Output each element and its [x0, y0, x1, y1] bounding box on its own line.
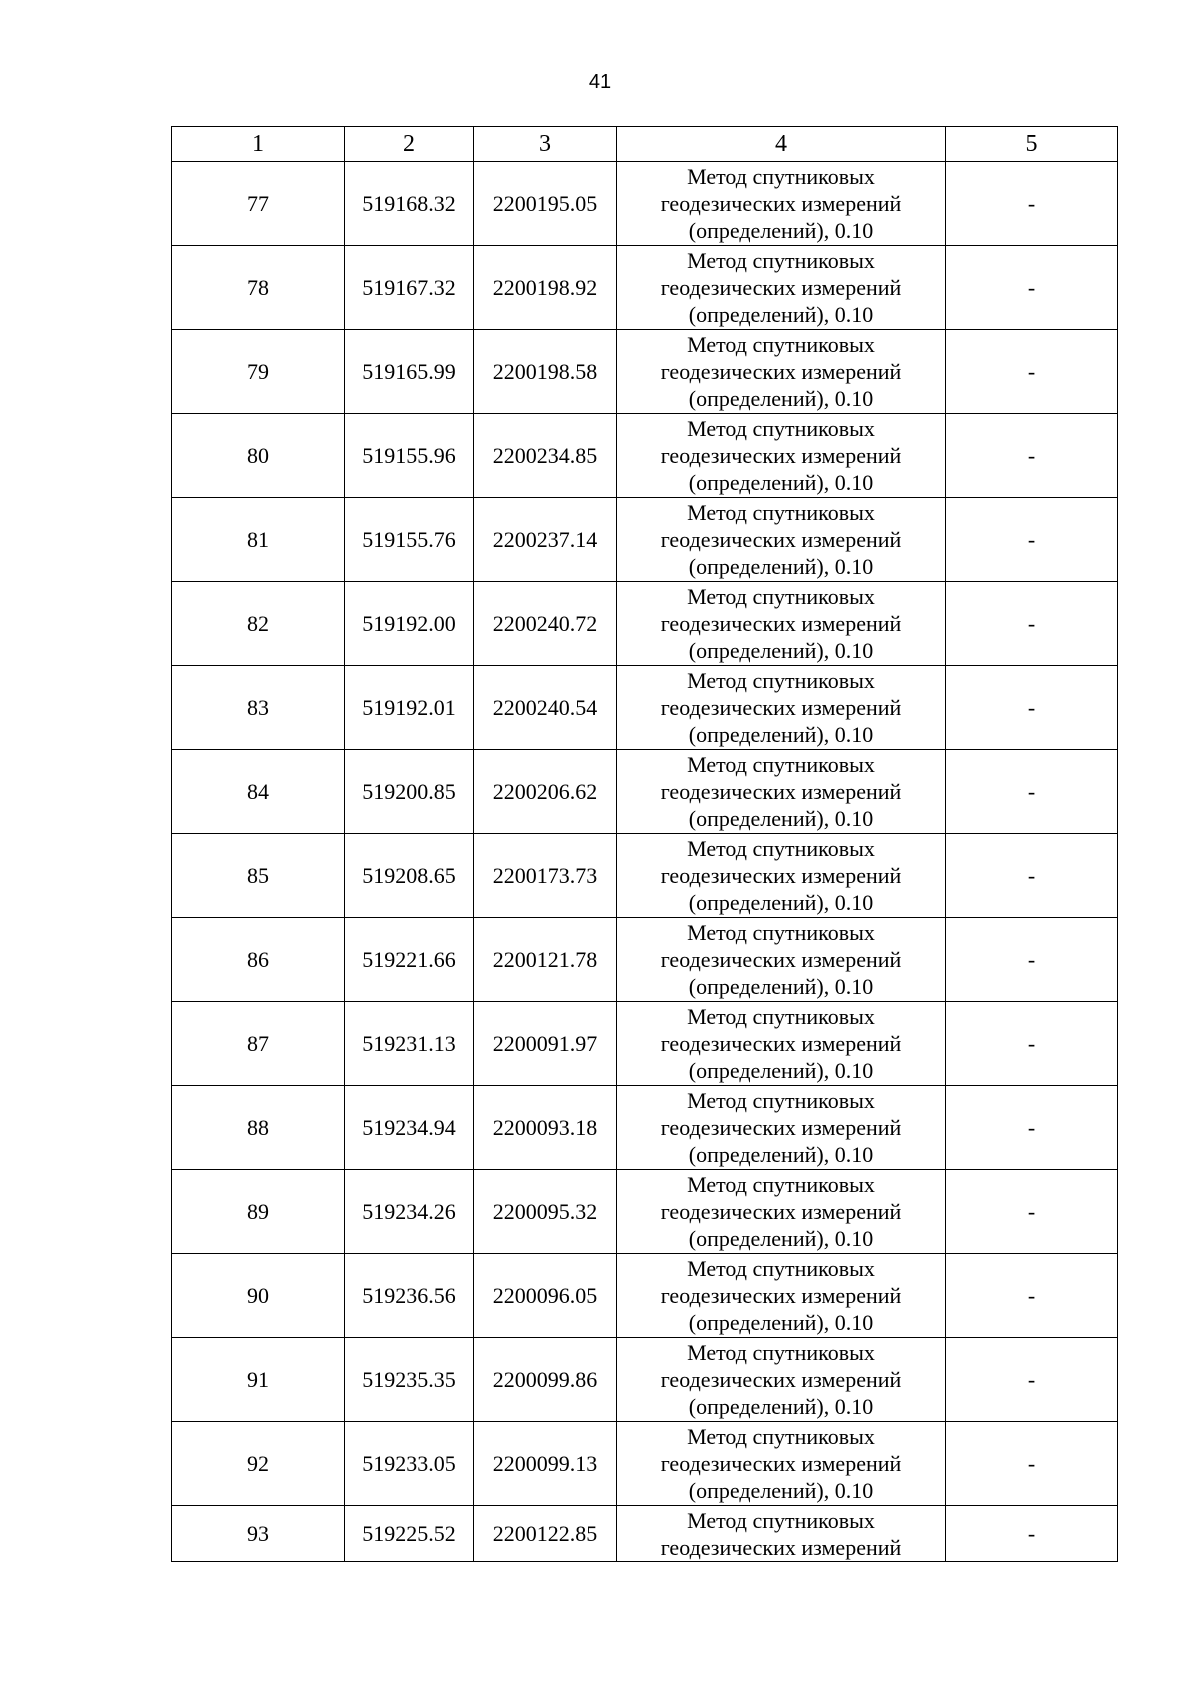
method-line: геодезических измерений [660, 443, 902, 468]
method-line: (определений), 0.10 [688, 554, 874, 579]
x-coordinate-cell: 519231.13 [345, 1002, 474, 1086]
x-coordinate-cell: 519236.56 [345, 1254, 474, 1338]
method-cell [617, 1086, 946, 1170]
x-coordinate-cell: 519192.01 [345, 666, 474, 750]
table-row [172, 414, 1118, 498]
method-cell [617, 498, 946, 582]
x-coordinate-cell: 519192.00 [345, 582, 474, 666]
column-header-5: 5 [946, 127, 1118, 162]
method-line: геодезических измерений [660, 1534, 902, 1560]
method-line: геодезических измерений [660, 191, 902, 216]
y-coordinate-cell: 2200093.18 [474, 1086, 617, 1170]
y-coordinate-cell: 2200198.92 [474, 246, 617, 330]
method-line: Метод спутниковых [687, 836, 875, 861]
x-coordinate-cell: 519225.52 [345, 1506, 474, 1562]
point-number-cell: 83 [172, 666, 345, 750]
method-line: геодезических измерений [660, 947, 902, 972]
method-line: Метод спутниковых [687, 332, 875, 357]
x-coordinate-cell: 519168.32 [345, 162, 474, 246]
note-cell: - [946, 498, 1118, 582]
method-cell [617, 330, 946, 414]
method-line: (определений), 0.10 [688, 470, 874, 495]
y-coordinate-cell: 2200099.86 [474, 1338, 617, 1422]
y-coordinate-cell: 2200173.73 [474, 834, 617, 918]
x-coordinate-cell: 519233.05 [345, 1422, 474, 1506]
method-line: (определений), 0.10 [688, 806, 874, 831]
method-line: геодезических измерений [660, 1451, 902, 1476]
note-cell: - [946, 1338, 1118, 1422]
method-line: Метод спутниковых [687, 1004, 875, 1029]
y-coordinate-cell: 2200234.85 [474, 414, 617, 498]
point-number-cell: 81 [172, 498, 345, 582]
note-cell: - [946, 246, 1118, 330]
table-row [172, 1422, 1118, 1506]
point-number-cell: 89 [172, 1170, 345, 1254]
table-header-row [172, 127, 1118, 162]
method-line: Метод спутниковых [687, 1088, 875, 1113]
method-cell [617, 582, 946, 666]
column-header-3: 3 [474, 127, 617, 162]
x-coordinate-cell: 519208.65 [345, 834, 474, 918]
point-number-cell: 80 [172, 414, 345, 498]
y-coordinate-cell: 2200237.14 [474, 498, 617, 582]
method-line: геодезических измерений [660, 359, 902, 384]
method-line: Метод спутниковых [687, 416, 875, 441]
y-coordinate-cell: 2200240.54 [474, 666, 617, 750]
method-line: Метод спутниковых [687, 920, 875, 945]
point-number-cell: 92 [172, 1422, 345, 1506]
method-line: геодезических измерений [660, 275, 902, 300]
point-number-cell: 79 [172, 330, 345, 414]
table-row [172, 834, 1118, 918]
method-cell [617, 666, 946, 750]
point-number-cell: 93 [172, 1506, 345, 1562]
method-line: Метод спутниковых [687, 668, 875, 693]
note-cell: - [946, 1086, 1118, 1170]
table-body [172, 162, 1118, 1562]
method-line: геодезических измерений [660, 863, 902, 888]
note-cell: - [946, 1422, 1118, 1506]
method-line: Метод спутниковых [687, 164, 875, 189]
point-number-cell: 90 [172, 1254, 345, 1338]
method-cell [617, 1254, 946, 1338]
y-coordinate-cell: 2200240.72 [474, 582, 617, 666]
table-row [172, 1002, 1118, 1086]
method-cell [617, 414, 946, 498]
note-cell: - [946, 1254, 1118, 1338]
method-line: (определений), 0.10 [688, 218, 874, 243]
x-coordinate-cell: 519167.32 [345, 246, 474, 330]
note-cell: - [946, 918, 1118, 1002]
note-cell: - [946, 1506, 1118, 1562]
table-row [172, 1338, 1118, 1422]
method-line: геодезических измерений [660, 1367, 902, 1392]
point-number-cell: 87 [172, 1002, 345, 1086]
method-line: (определений), 0.10 [688, 1058, 874, 1083]
method-line: геодезических измерений [660, 1283, 902, 1308]
note-cell: - [946, 834, 1118, 918]
method-line: (определений), 0.10 [688, 302, 874, 327]
x-coordinate-cell: 519235.35 [345, 1338, 474, 1422]
y-coordinate-cell: 2200121.78 [474, 918, 617, 1002]
method-line: Метод спутниковых [687, 1507, 875, 1533]
coordinates-table [171, 126, 1118, 1562]
note-cell: - [946, 1170, 1118, 1254]
y-coordinate-cell: 2200122.85 [474, 1506, 617, 1562]
method-line: геодезических измерений [660, 695, 902, 720]
column-header-2: 2 [345, 127, 474, 162]
method-line: геодезических измерений [660, 1115, 902, 1140]
note-cell: - [946, 414, 1118, 498]
table-row [172, 918, 1118, 1002]
y-coordinate-cell: 2200096.05 [474, 1254, 617, 1338]
point-number-cell: 85 [172, 834, 345, 918]
x-coordinate-cell: 519234.26 [345, 1170, 474, 1254]
note-cell: - [946, 750, 1118, 834]
method-line: (определений), 0.10 [688, 386, 874, 411]
method-line: Метод спутниковых [687, 1256, 875, 1281]
method-line: Метод спутниковых [687, 752, 875, 777]
method-line: Метод спутниковых [687, 1172, 875, 1197]
method-line: геодезических измерений [660, 1031, 902, 1056]
method-line: (определений), 0.10 [688, 1142, 874, 1167]
point-number-cell: 77 [172, 162, 345, 246]
note-cell: - [946, 1002, 1118, 1086]
note-cell: - [946, 330, 1118, 414]
method-line: (определений), 0.10 [688, 974, 874, 999]
method-line: геодезических измерений [660, 1199, 902, 1224]
method-cell [617, 1506, 946, 1562]
table-row [172, 750, 1118, 834]
note-cell: - [946, 666, 1118, 750]
method-cell [617, 1422, 946, 1506]
table-row [172, 498, 1118, 582]
x-coordinate-cell: 519234.94 [345, 1086, 474, 1170]
method-cell [617, 750, 946, 834]
method-line: (определений), 0.10 [688, 890, 874, 915]
point-number-cell: 78 [172, 246, 345, 330]
method-line: Метод спутниковых [687, 500, 875, 525]
x-coordinate-cell: 519155.96 [345, 414, 474, 498]
method-line: Метод спутниковых [687, 1340, 875, 1365]
method-cell [617, 1338, 946, 1422]
table-row [172, 582, 1118, 666]
method-line: геодезических измерений [660, 611, 902, 636]
note-cell: - [946, 582, 1118, 666]
method-cell [617, 1002, 946, 1086]
y-coordinate-cell: 2200198.58 [474, 330, 617, 414]
column-header-4: 4 [617, 127, 946, 162]
method-cell [617, 834, 946, 918]
y-coordinate-cell: 2200091.97 [474, 1002, 617, 1086]
method-line: (определений), 0.10 [688, 1310, 874, 1335]
point-number-cell: 82 [172, 582, 345, 666]
method-line: (определений), 0.10 [688, 1226, 874, 1251]
note-cell: - [946, 162, 1118, 246]
method-cell [617, 918, 946, 1002]
method-line: Метод спутниковых [687, 584, 875, 609]
method-line: (определений), 0.10 [688, 722, 874, 747]
method-line: (определений), 0.10 [688, 638, 874, 663]
method-line: геодезических измерений [660, 527, 902, 552]
y-coordinate-cell: 2200195.05 [474, 162, 617, 246]
table-row [172, 666, 1118, 750]
table-row [172, 1506, 1118, 1562]
point-number-cell: 86 [172, 918, 345, 1002]
method-line: геодезических измерений [660, 779, 902, 804]
column-header-1: 1 [172, 127, 345, 162]
table-row [172, 1254, 1118, 1338]
method-line: Метод спутниковых [687, 1424, 875, 1449]
page-number: 41 [588, 71, 612, 93]
table-row [172, 1086, 1118, 1170]
y-coordinate-cell: 2200099.13 [474, 1422, 617, 1506]
x-coordinate-cell: 519200.85 [345, 750, 474, 834]
table-row [172, 246, 1118, 330]
method-cell [617, 1170, 946, 1254]
y-coordinate-cell: 2200095.32 [474, 1170, 617, 1254]
table-row [172, 1170, 1118, 1254]
x-coordinate-cell: 519221.66 [345, 918, 474, 1002]
table-row [172, 162, 1118, 246]
method-cell [617, 162, 946, 246]
y-coordinate-cell: 2200206.62 [474, 750, 617, 834]
x-coordinate-cell: 519165.99 [345, 330, 474, 414]
point-number-cell: 84 [172, 750, 345, 834]
table-row [172, 330, 1118, 414]
method-line: (определений), 0.10 [688, 1394, 874, 1419]
method-line: Метод спутниковых [687, 248, 875, 273]
method-line: (определений), 0.10 [688, 1478, 874, 1503]
point-number-cell: 88 [172, 1086, 345, 1170]
method-cell [617, 246, 946, 330]
x-coordinate-cell: 519155.76 [345, 498, 474, 582]
point-number-cell: 91 [172, 1338, 345, 1422]
